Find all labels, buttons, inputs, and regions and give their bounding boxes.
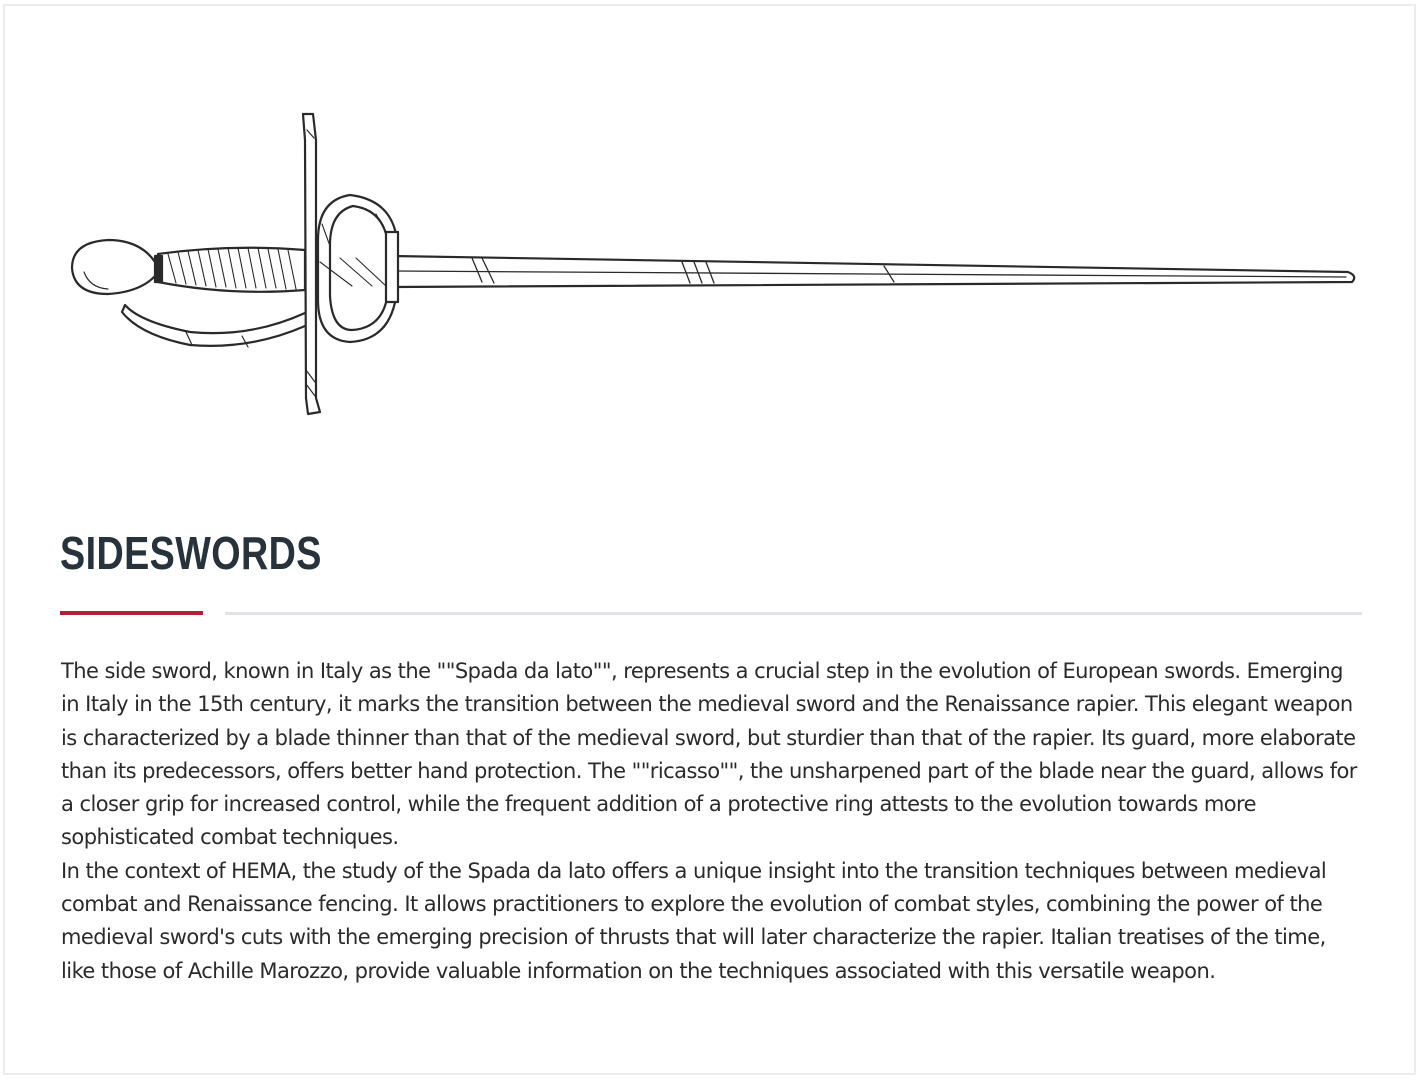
sidesword-icon — [0, 0, 1421, 480]
title-accent-rule — [60, 611, 203, 615]
description — [61, 655, 1361, 988]
description-paragraph: In the context of HEMA, the study of the Spada da lato offers a unique insight into the transition techniques between medieval combat and Renaissance fencing. It allows practitioners to explore the evolution of combat styles, combining the power of the medieval sword's cuts with the emerging precision of thrusts that will later characterize the rapier. Italian treatises of the time, like those of Achille Marozzo, provide valuable information on the techniques associated with this versatile weapon. — [61, 858, 1327, 983]
description-paragraph: The side sword, known in Italy as the ""Spada da lato"", represents a crucial step in the evolution of European swords. Emerging in Italy in the 15th century, it marks the transition between the medieval sword and the Renaissance rapier. This elegant weapon is characterized by a blade thinner than that of the medieval sword, but sturdier than that of the rapier. Its guard, more elaborate than its predecessors, offers better hand protection. The ""ricasso"", the unsharpened part of the blade near the guard, allows for a closer grip for increased control, while the frequent addition of a protective ring attests to the evolution towards more sophisticated combat techniques. — [61, 659, 1357, 850]
page-title: SIDESWORDS — [60, 527, 322, 579]
title-divider — [225, 612, 1362, 615]
